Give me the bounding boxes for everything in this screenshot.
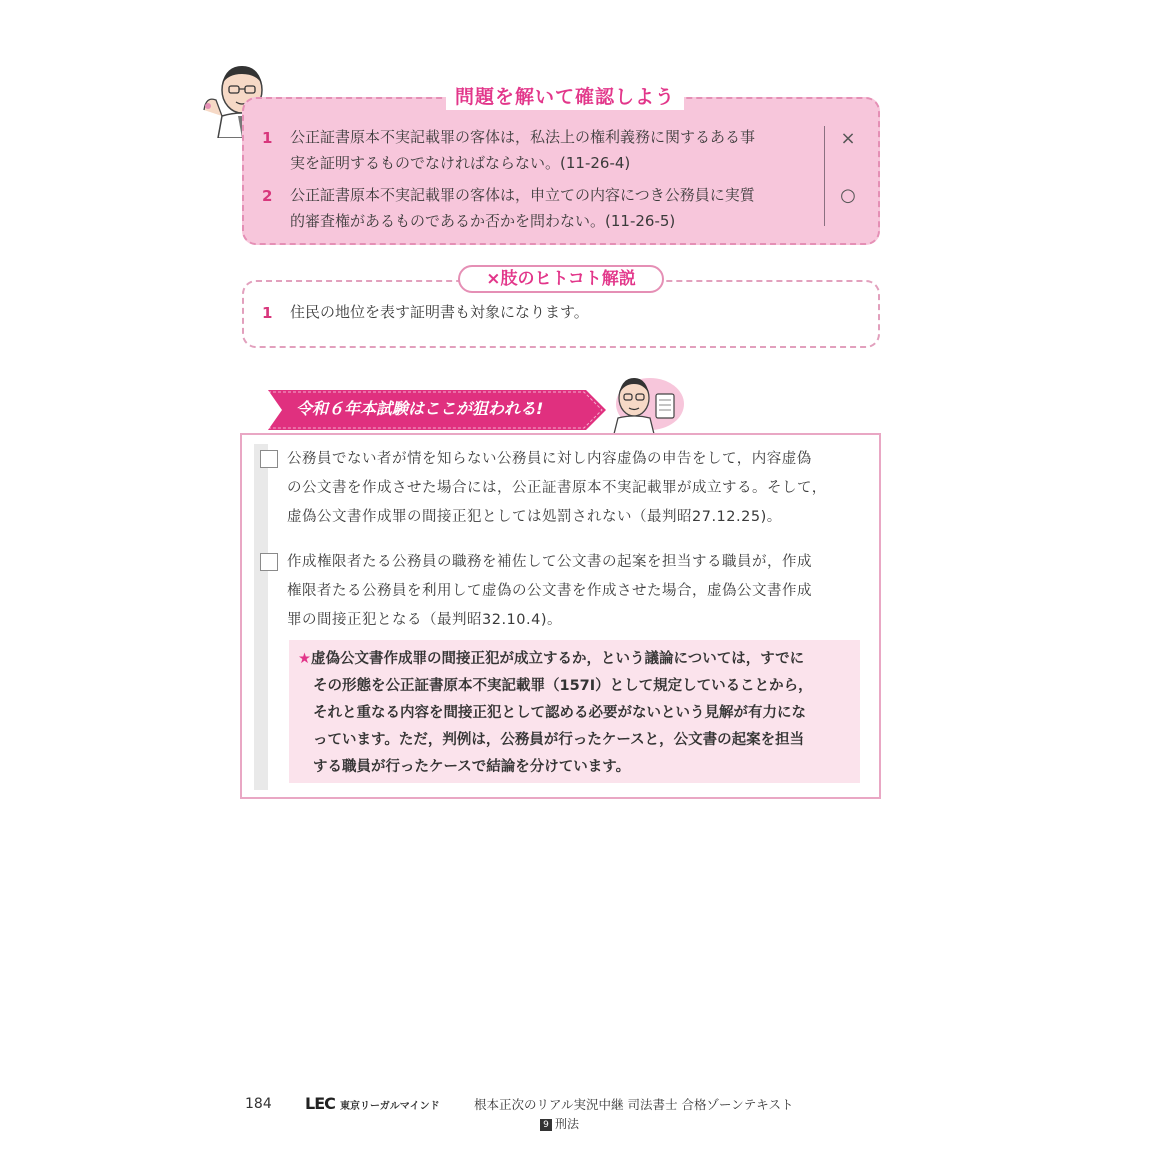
quiz-item-line: 公正証書原本不実記載罪の客体は，申立ての内容につき公務員に実質	[290, 186, 755, 204]
explanation-title: ×肢のヒトコト解説	[458, 265, 664, 293]
exam-item-text	[287, 445, 867, 532]
lec-logo: LEC	[305, 1094, 335, 1113]
exam-item-line: 権限者たる公務員を利用して虚偽の公文書を作成させた場合，虚偽公文書作成	[287, 583, 812, 599]
exam-note-line: ★虚偽公文書作成罪の間接正犯が成立するか，という議論については，すでに	[298, 651, 805, 667]
exam-note-line: それと重なる内容を間接正犯として認める必要がないという見解が有力にな	[313, 705, 806, 721]
exam-note-line: その形態を公正証書原本不実記載罪（157Ⅰ）として規定していることから，	[313, 678, 813, 694]
quiz-item-line: 公正証書原本不実記載罪の客体は，私法上の権利義務に関するある事	[290, 128, 756, 146]
exam-item-line: 作成権限者たる公務員の職務を補佐して公文書の起案を担当する職員が，作成	[287, 554, 812, 570]
exam-item-line: 公務員でない者が情を知らない公務員に対し内容虚偽の申告をして，内容虚偽	[287, 451, 812, 467]
explanation-item-text: 住民の地位を表す証明書も対象になります。	[290, 303, 589, 321]
volume-badge: 9	[540, 1119, 552, 1131]
quiz-answer-circle: ○	[840, 185, 856, 206]
quiz-item-text	[290, 182, 810, 234]
quiz-title: 問題を解いて確認しよう	[446, 84, 684, 110]
explanation-item-number: 1	[262, 304, 273, 322]
volume-name: 刑法	[555, 1117, 580, 1131]
exam-note-line: する職員が行ったケースで結論を分けています。	[313, 759, 631, 775]
quiz-item-line: 的審査権があるものであるか否かを問わない。(11-26-5)	[290, 212, 676, 230]
quiz-answer-divider	[824, 126, 825, 226]
exam-points-side-bar	[254, 444, 268, 790]
footer-company: 東京リーガルマインド	[340, 1101, 440, 1112]
exam-item-checkbox[interactable]	[260, 553, 278, 571]
footer-book-title: 根本正次のリアル実況中継 司法書士 合格ゾーンテキスト	[474, 1097, 794, 1112]
quiz-item-line: 実を証明するものでなければならない。(11-26-4)	[290, 154, 631, 172]
page-number: 184	[245, 1096, 272, 1112]
exam-note-line: っています。ただ，判例は，公務員が行ったケースと，公文書の起案を担当	[313, 732, 805, 748]
quiz-answer-cross: ×	[840, 128, 856, 149]
exam-item-line: の公文書を作成させた場合には，公正証書原本不実記載罪が成立する。そして，	[287, 480, 827, 496]
exam-item-checkbox[interactable]	[260, 450, 278, 468]
exam-item-text	[287, 548, 867, 635]
quiz-item-number: 1	[262, 129, 273, 147]
exam-item-line: 罪の間接正犯となる（最判昭32.10.4)。	[287, 612, 563, 628]
footer-volume	[540, 1115, 579, 1132]
quiz-item-number: 2	[262, 187, 273, 205]
quiz-item-text	[290, 124, 810, 176]
exam-note-text	[298, 646, 853, 781]
exam-banner-text: 令和６年本試験はここが狙われる!	[296, 399, 544, 418]
star-icon: ★	[298, 651, 311, 667]
teacher-pointing-illustration	[582, 372, 688, 434]
exam-item-line: 虚偽公文書作成罪の間接正犯としては処罰されない（最判昭27.12.25)。	[287, 509, 782, 525]
